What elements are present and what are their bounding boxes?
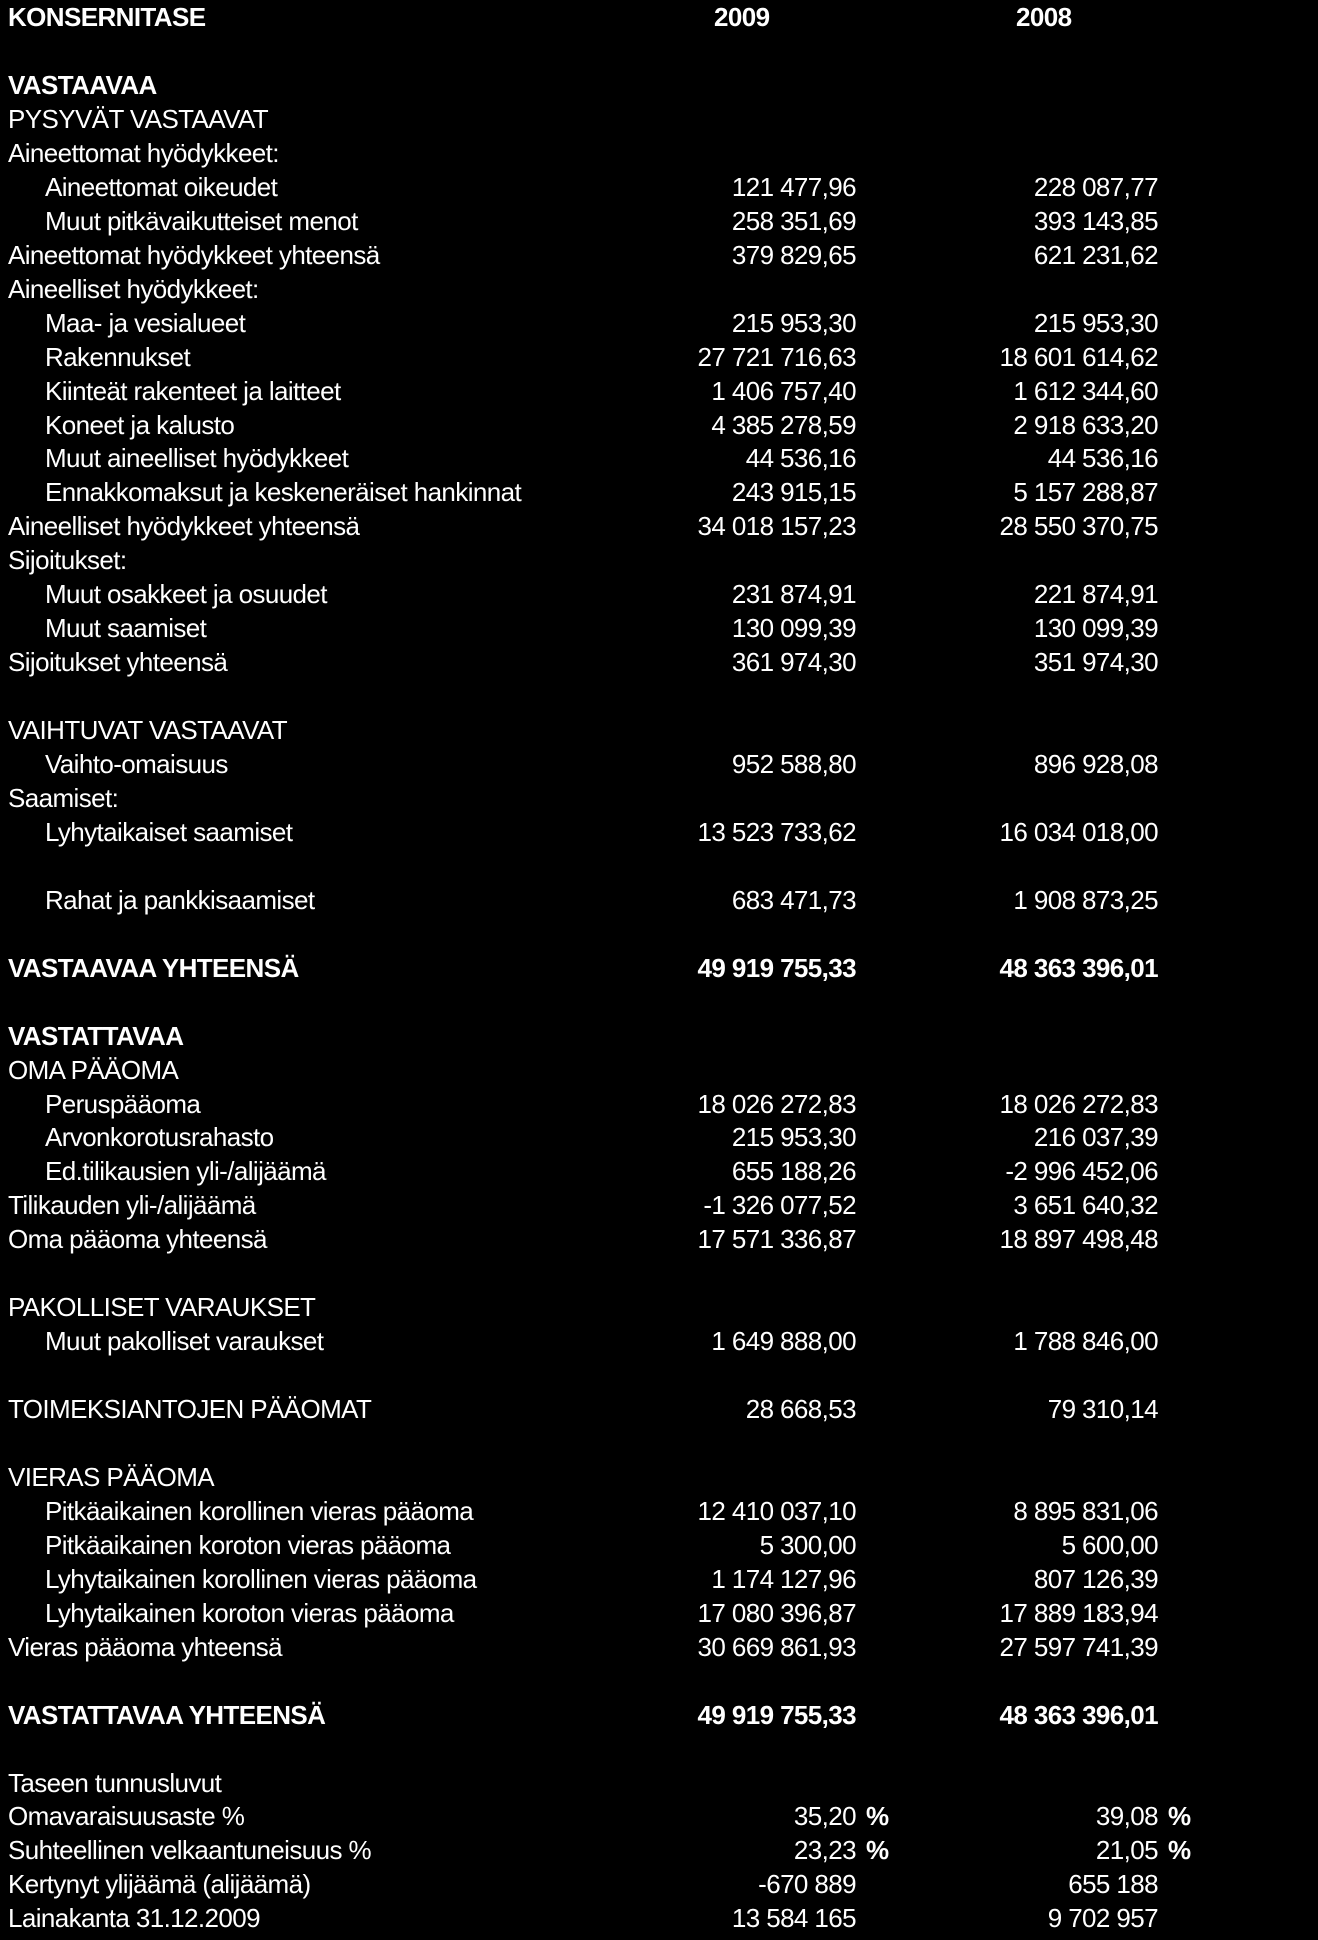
spacer-row [0,849,1318,883]
value-2009: 30 669 861,93 [697,1632,856,1662]
row-label: Aineettomat hyödykkeet yhteensä [8,240,380,270]
value-2009: -670 889 [758,1869,856,1899]
value-2009: 130 099,39 [731,613,856,643]
table-row [0,1087,1318,1121]
table-row [0,781,1318,815]
value-2008: 18 601 614,62 [999,342,1158,372]
row-label: Aineelliset hyödykkeet yhteensä [8,511,360,541]
spacer-row [0,917,1318,951]
value-2008: 215 953,30 [1033,308,1158,338]
value-2009: 361 974,30 [731,647,856,677]
spacer-row [0,1664,1318,1698]
row-label: Vaihto-omaisuus [45,749,228,779]
row-label: Rakennukset [45,342,191,372]
value-2009: 27 721 716,63 [697,342,856,372]
value-2008: 228 087,77 [1033,172,1158,202]
value-2008: 18 897 498,48 [999,1224,1158,1254]
value-2008: 130 099,39 [1033,613,1158,643]
table-row [0,1188,1318,1222]
table-row [0,1120,1318,1154]
value-2008: 1 612 344,60 [1013,376,1158,406]
table-row [0,340,1318,374]
row-label: Saamiset: [8,783,119,813]
table-row [0,441,1318,475]
value-2008: 1 788 846,00 [1013,1326,1158,1356]
table-row [0,1528,1318,1562]
spacer-row [0,1426,1318,1460]
row-label: Arvonkorotusrahasto [45,1122,274,1152]
table-row [0,1222,1318,1256]
row-label: Ennakkomaksut ja keskeneräiset hankinnat [45,477,522,507]
table-row [0,611,1318,645]
header-row [0,0,1318,34]
value-2008: 18 026 272,83 [999,1089,1158,1119]
value-2008: 21,05 [1095,1835,1158,1865]
row-label: Omavaraisuusaste % [8,1801,245,1831]
table-row [0,815,1318,849]
spacer-row [0,679,1318,713]
row-label: Taseen tunnusluvut [8,1768,222,1798]
row-label: VIERAS PÄÄOMA [8,1462,215,1492]
row-label: Muut aineelliset hyödykkeet [45,443,349,473]
value-2008: -2 996 452,06 [1005,1156,1158,1186]
value-2008: 351 974,30 [1033,647,1158,677]
value-2009: 44 536,16 [745,443,856,473]
table-row [0,408,1318,442]
table-row [0,1766,1318,1800]
row-label: PAKOLLISET VARAUKSET [8,1292,316,1322]
percent-sign-2008: % [1168,1835,1191,1865]
row-label: VAIHTUVAT VASTAAVAT [8,715,287,745]
value-2008: 896 928,08 [1033,749,1158,779]
table-row [0,1867,1318,1901]
value-2009: 952 588,80 [731,749,856,779]
row-label: VASTATTAVAA YHTEENSÄ [8,1700,326,1730]
row-label: TOIMEKSIANTOJEN PÄÄOMAT [8,1394,372,1424]
row-label: VASTAAVAA [8,70,157,100]
table-row [0,713,1318,747]
value-2009: 258 351,69 [731,206,856,236]
spacer-row [0,1732,1318,1766]
value-2008: 39,08 [1095,1801,1158,1831]
row-label: Lainakanta 31.12.2009 [8,1903,260,1933]
table-row [0,1630,1318,1664]
value-2008: 79 310,14 [1047,1394,1158,1424]
column-header-2008: 2008 [1016,2,1072,32]
table-row [0,204,1318,238]
value-2008: 221 874,91 [1033,579,1158,609]
value-2008: 807 126,39 [1033,1564,1158,1594]
row-label: Muut pitkävaikutteiset menot [45,206,358,236]
value-2008: 8 895 831,06 [1013,1496,1158,1526]
row-label: Koneet ja kalusto [45,410,235,440]
table-row [0,509,1318,543]
table-row [0,170,1318,204]
table-row [0,272,1318,306]
row-label: Muut pakolliset varaukset [45,1326,324,1356]
column-header-2009: 2009 [714,2,770,32]
value-2008: 28 550 370,75 [999,511,1158,541]
table-row [0,1324,1318,1358]
row-label: Maa- ja vesialueet [45,308,246,338]
value-2008: 621 231,62 [1033,240,1158,270]
row-label: VASTATTAVAA [8,1021,184,1051]
row-label: Sijoitukset: [8,545,127,575]
row-label: Oma pääoma yhteensä [8,1224,267,1254]
row-label: Rahat ja pankkisaamiset [45,885,315,915]
percent-sign-2008: % [1168,1801,1191,1831]
value-2009: 231 874,91 [731,579,856,609]
row-label: Lyhytaikainen koroton vieras pääoma [45,1598,454,1628]
row-label: VASTAAVAA YHTEENSÄ [8,953,299,983]
table-row [0,1833,1318,1867]
table-row [0,1290,1318,1324]
value-2008: 216 037,39 [1033,1122,1158,1152]
table-row [0,1154,1318,1188]
value-2009: 1 406 757,40 [711,376,856,406]
value-2009: -1 326 077,52 [703,1190,856,1220]
table-row [0,747,1318,781]
table-row [0,238,1318,272]
table-row [0,136,1318,170]
row-label: Tilikauden yli-/alijäämä [8,1190,256,1220]
value-2009: 13 584 165 [731,1903,856,1933]
value-2008: 5 600,00 [1061,1530,1158,1560]
value-2009: 35,20 [793,1801,856,1831]
value-2009: 683 471,73 [731,885,856,915]
table-row [0,102,1318,136]
row-label: Lyhytaikaiset saamiset [45,817,293,847]
table-row [0,883,1318,917]
row-label: Muut saamiset [45,613,207,643]
value-2008: 1 908 873,25 [1013,885,1158,915]
row-label: Sijoitukset yhteensä [8,647,228,677]
value-2009: 1 174 127,96 [711,1564,856,1594]
table-row [0,1460,1318,1494]
value-2009: 23,23 [793,1835,856,1865]
row-label: Peruspääoma [45,1089,201,1119]
row-label: Aineelliset hyödykkeet: [8,274,259,304]
row-label: Ed.tilikausien yli-/alijäämä [45,1156,326,1186]
value-2009: 655 188,26 [731,1156,856,1186]
table-row [0,645,1318,679]
value-2009: 12 410 037,10 [697,1496,856,1526]
row-label: Muut osakkeet ja osuudet [45,579,327,609]
value-2009: 243 915,15 [731,477,856,507]
value-2009: 49 919 755,33 [697,1700,856,1730]
value-2008: 48 363 396,01 [999,1700,1158,1730]
value-2009: 49 919 755,33 [697,953,856,983]
table-row [0,1053,1318,1087]
table-row [0,1562,1318,1596]
value-2009: 215 953,30 [731,308,856,338]
percent-sign-2009: % [866,1801,889,1831]
row-label: Kiinteät rakenteet ja laitteet [45,376,341,406]
row-label: Aineettomat hyödykkeet: [8,138,279,168]
row-label: Kertynyt ylijäämä (alijäämä) [8,1869,311,1899]
row-label: Suhteellinen velkaantuneisuus % [8,1835,371,1865]
table-row [0,543,1318,577]
value-2008: 2 918 633,20 [1013,410,1158,440]
value-2008: 655 188 [1068,1869,1158,1899]
table-row [0,1901,1318,1935]
spacer-row [0,1256,1318,1290]
table-row [0,1698,1318,1732]
value-2008: 3 651 640,32 [1013,1190,1158,1220]
value-2009: 121 477,96 [731,172,856,202]
row-label: Vieras pääoma yhteensä [8,1632,282,1662]
value-2008: 27 597 741,39 [999,1632,1158,1662]
value-2008: 44 536,16 [1047,443,1158,473]
value-2009: 28 668,53 [745,1394,856,1424]
document-title: KONSERNITASE [8,2,206,32]
table-row [0,577,1318,611]
value-2009: 18 026 272,83 [697,1089,856,1119]
table-row [0,68,1318,102]
table-row [0,1019,1318,1053]
table-row [0,951,1318,985]
table-row [0,1392,1318,1426]
percent-sign-2009: % [866,1835,889,1865]
row-label: OMA PÄÄOMA [8,1055,179,1085]
value-2009: 17 571 336,87 [697,1224,856,1254]
value-2008: 16 034 018,00 [999,817,1158,847]
spacer-row [0,1358,1318,1392]
row-label: Lyhytaikainen korollinen vieras pääoma [45,1564,477,1594]
value-2008: 9 702 957 [1047,1903,1158,1933]
value-2009: 379 829,65 [731,240,856,270]
table-row [0,475,1318,509]
table-row [0,1799,1318,1833]
row-label: PYSYVÄT VASTAAVAT [8,104,268,134]
table-row [0,1494,1318,1528]
table-row [0,1596,1318,1630]
row-label: Aineettomat oikeudet [45,172,278,202]
value-2009: 4 385 278,59 [711,410,856,440]
value-2008: 17 889 183,94 [999,1598,1158,1628]
value-2009: 13 523 733,62 [697,817,856,847]
value-2009: 215 953,30 [731,1122,856,1152]
value-2008: 5 157 288,87 [1013,477,1158,507]
value-2008: 48 363 396,01 [999,953,1158,983]
value-2009: 5 300,00 [759,1530,856,1560]
value-2009: 17 080 396,87 [697,1598,856,1628]
row-label: Pitkäaikainen koroton vieras pääoma [45,1530,451,1560]
value-2009: 1 649 888,00 [711,1326,856,1356]
table-row [0,374,1318,408]
table-row [0,306,1318,340]
value-2009: 34 018 157,23 [697,511,856,541]
row-label: Pitkäaikainen korollinen vieras pääoma [45,1496,474,1526]
value-2008: 393 143,85 [1033,206,1158,236]
spacer-row [0,985,1318,1019]
